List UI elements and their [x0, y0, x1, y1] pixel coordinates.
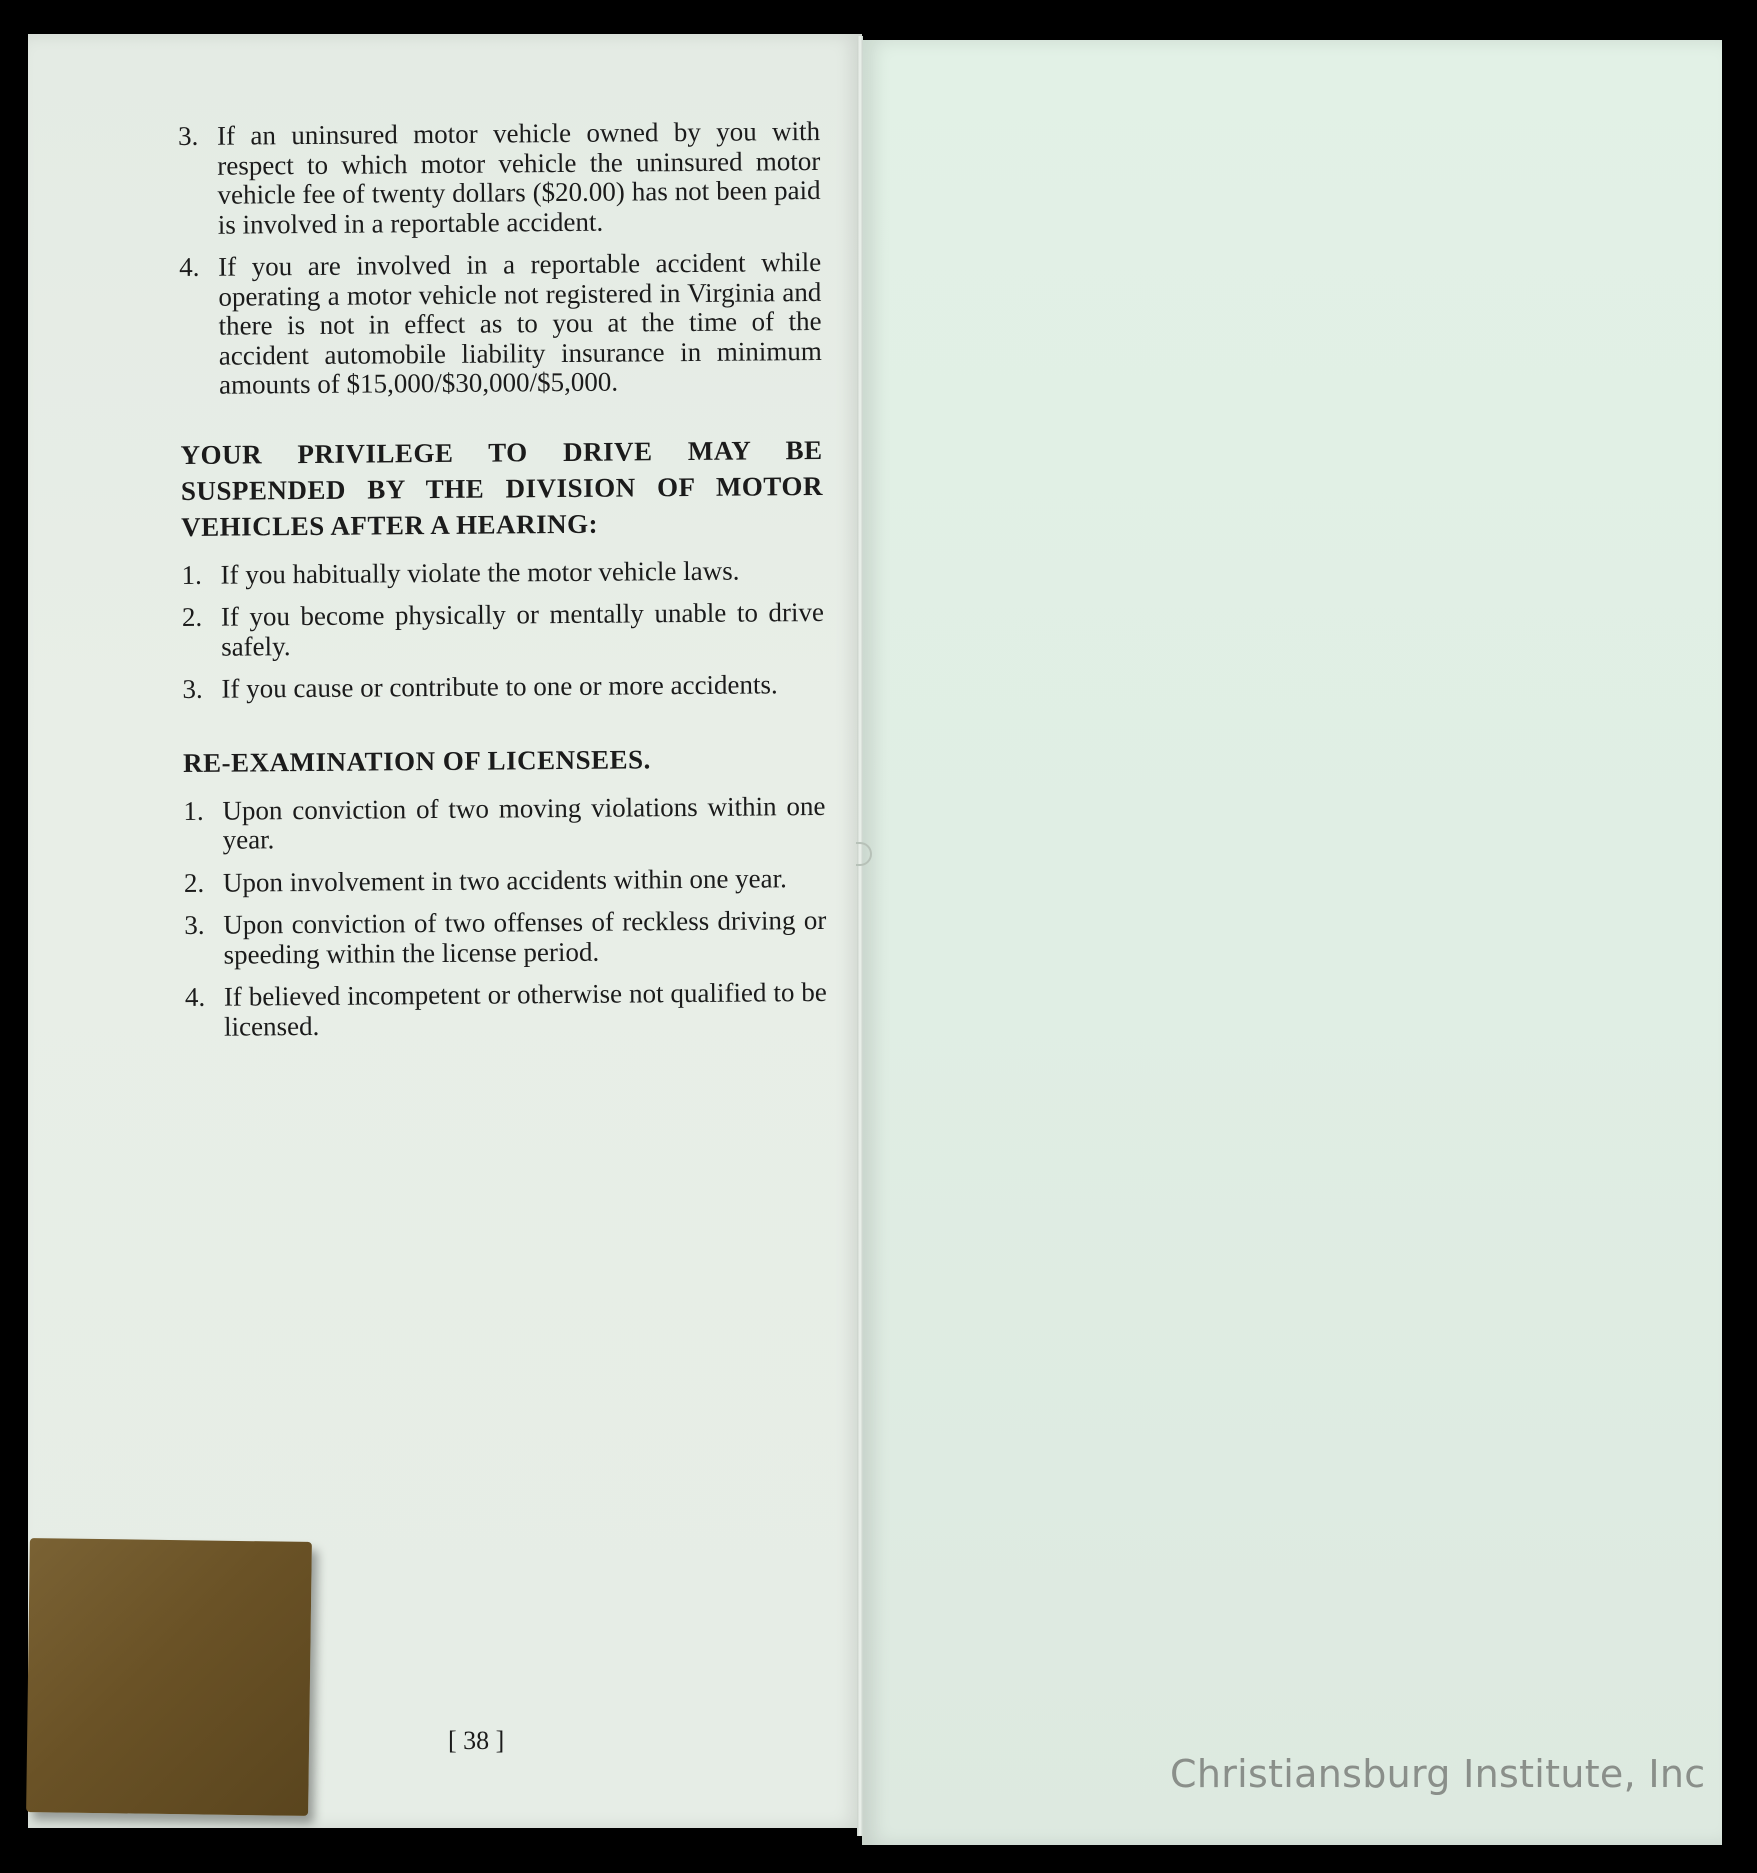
list-item-number: 4. [179, 251, 200, 282]
list-item-number: 2. [183, 867, 205, 898]
list-item [182, 670, 824, 705]
right-page-blank [862, 40, 1722, 1845]
list-item [184, 906, 826, 970]
list-item-text: Upon conviction of two offenses of reckless driving or speeding within the license period. [223, 904, 827, 970]
list-item-text: Upon conviction of two moving violations within one year. [222, 790, 826, 855]
list-item-number: 1. [181, 559, 202, 590]
list-item-text: If believed incompetent or otherwise not qualified to be licensed. [223, 976, 827, 1042]
list-item [183, 791, 825, 855]
list-item-number: 1. [183, 795, 204, 826]
list-item-text: If you become physically or mentally unable to drive safely. [220, 596, 824, 662]
list-item-number: 2. [181, 601, 203, 632]
watermark-text: Christiansburg Institute, Inc [1170, 1752, 1706, 1796]
left-page-text-column [178, 117, 827, 1055]
list-item [181, 555, 823, 590]
list-item [185, 978, 827, 1042]
list-item-number: 3. [177, 120, 199, 151]
list-item [178, 117, 821, 240]
list-item-text: If an uninsured motor vehicle owned by you with respect to which motor vehicle the uninsured motor vehicle fee of twenty dollars ($20.00) has not been paid is involved in a reportable accident. [216, 115, 821, 240]
list-item-number: 3. [184, 909, 205, 940]
list-item [182, 598, 824, 662]
list-item-text: If you cause or contribute to one or more accidents. [221, 669, 778, 704]
list-item-text: If you habitually violate the motor vehicle laws. [220, 555, 740, 590]
color-calibration-swatch [26, 1538, 312, 1816]
list-item-text: Upon involvement in two accidents within one year. [222, 862, 787, 898]
reexamination-heading: RE-EXAMINATION OF LICENSEES. [182, 743, 651, 778]
page-number: [ 38 ] [448, 1726, 505, 1755]
list-item-number: 3. [182, 673, 203, 704]
book-gutter [857, 36, 863, 1836]
list-item-text: If you are involved in a reportable accident while operating a motor vehicle not registered in Virginia and there is not in effect as to you at the time of the accident automobile liability insurance in minimum amounts of $15,000/$30,000/$5,000. [218, 246, 822, 400]
list-item-number: 4. [184, 981, 206, 1012]
list-item [179, 248, 822, 401]
list-item [184, 863, 826, 898]
suspension-heading: YOUR PRIVILEGE TO DRIVE MAY BE SUSPENDED BY THE DIVISION OF MOTOR VEHICLES AFTER A HEARING: [180, 434, 823, 542]
